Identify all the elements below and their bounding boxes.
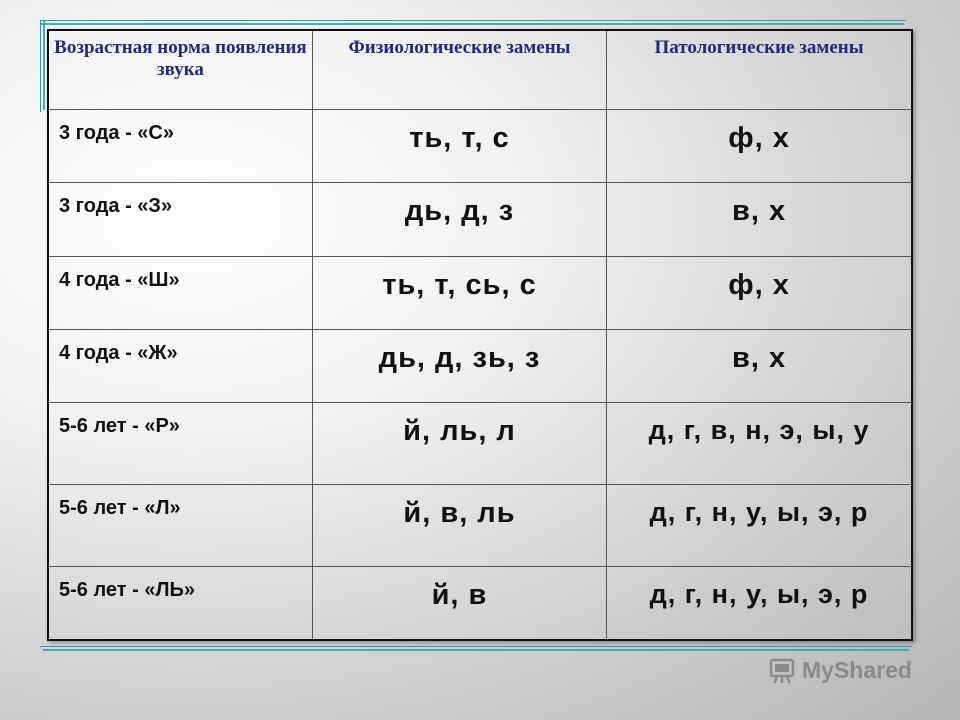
table-row: [48, 567, 912, 640]
physiological-cell: ть, т, сь, с: [312, 256, 606, 329]
physiological-cell: й, в: [312, 567, 606, 640]
table-header-row: [48, 30, 912, 110]
myshared-watermark: [768, 656, 912, 684]
age-cell: 4 года - «Ш»: [48, 256, 312, 329]
table-row: [48, 183, 912, 256]
pathological-cell: в, х: [607, 329, 912, 402]
header-physiological: Физиологические замены: [312, 30, 606, 110]
table-row: [48, 402, 912, 484]
decorative-line-bottom: [40, 646, 912, 647]
physiological-cell: й, ль, л: [312, 402, 606, 484]
pathological-cell: ф, х: [607, 110, 912, 183]
table-row: [48, 256, 912, 329]
myshared-logo-icon: [768, 656, 796, 684]
pathological-cell: д, г, н, у, ы, э, р: [607, 567, 912, 640]
header-age-norm: Возрастная норма появления звука: [48, 30, 312, 110]
decorative-line-top-inner: [40, 23, 904, 25]
physiological-cell: й, в, ль: [312, 485, 606, 567]
physiological-cell: дь, д, зь, з: [312, 329, 606, 402]
pathological-cell: в, х: [607, 183, 912, 256]
age-cell: 5-6 лет - «ЛЬ»: [48, 567, 312, 640]
decorative-line-left: [40, 20, 41, 112]
watermark-text: MyShared: [802, 656, 912, 683]
table-row: [48, 485, 912, 567]
sound-substitution-table: [47, 29, 913, 641]
pathological-cell: д, г, в, н, э, ы, у: [607, 402, 912, 484]
age-cell: 3 года - «С»: [48, 110, 312, 183]
decorative-line-left-inner: [43, 20, 45, 110]
table-row: [48, 110, 912, 183]
pathological-cell: ф, х: [607, 256, 912, 329]
age-cell: 5-6 лет - «Л»: [48, 485, 312, 567]
physiological-cell: ть, т, с: [312, 110, 606, 183]
age-cell: 3 года - «З»: [48, 183, 312, 256]
physiological-cell: дь, д, з: [312, 183, 606, 256]
decorative-line-top: [40, 20, 906, 21]
age-cell: 4 года - «Ж»: [48, 329, 312, 402]
age-cell: 5-6 лет - «Р»: [48, 402, 312, 484]
decorative-line-bottom-inner: [43, 649, 909, 651]
pathological-cell: д, г, н, у, ы, э, р: [607, 485, 912, 567]
header-pathological: Патологические замены: [607, 30, 912, 110]
table-row: [48, 329, 912, 402]
